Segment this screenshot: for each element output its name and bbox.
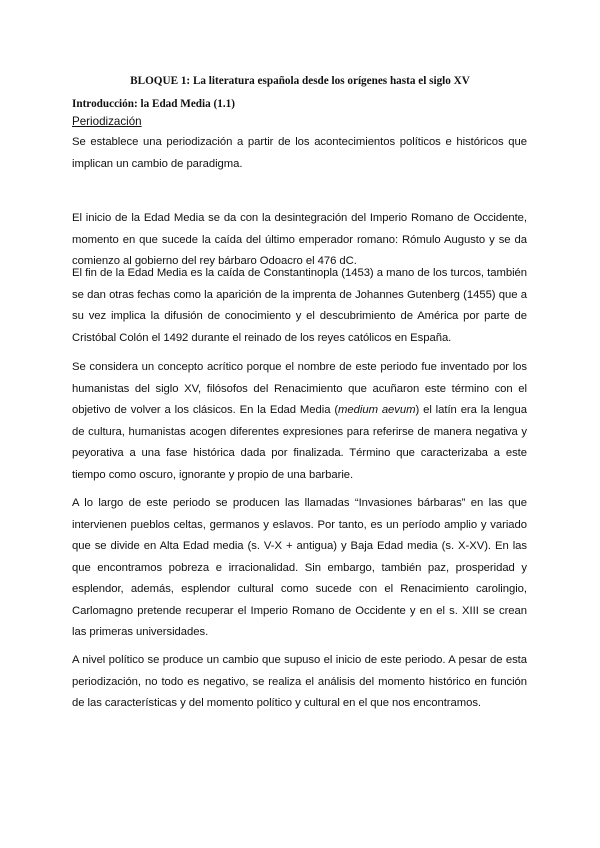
- paragraph-3: El fin de la Edad Media es la caída de Constantinopla (1453) a mano de los turcos, también se dan otras fechas como la aparición de la imprenta de Johannes Gutenberg (1455) que a su vez implica la difusión de conocimiento y el descubrimiento de América por parte de Cristóbal Colón el 1492 durante el reinado de los reyes católicos en España.: [72, 267, 527, 344]
- paragraph-4: [72, 357, 527, 486]
- paragraph-5: A lo largo de este periodo se producen las llamadas “Invasiones bárbaras” en las que intervienen pueblos celtas, germanos y eslavos. Por tanto, es un período amplio y variado que se divide en Alta Edad media (s. V-X + antigua) y Baja Edad media (s. X-XV). En las que encontramos pobreza e irracionalidad. Sin embargo, también paz, prosperidad y esplendor, además, esplendor cultural como sucede con el Renacimiento carolingio, Carlomagno pretende recuperar el Imperio Romano de Occidente y en el s. XIII se crean las primeras universidades.: [72, 497, 527, 638]
- document-title: BLOQUE 1: La literatura española desde los orígenes hasta el siglo XV: [130, 75, 470, 87]
- paragraph-4-emphasis: medium aevum: [338, 404, 416, 416]
- sub-heading-periodizacion: Periodización: [72, 115, 142, 128]
- paragraph-2: El inicio de la Edad Media se da con la desintegración del Imperio Romano de Occidente, momento en que sucede la caída del último emperador romano: Rómulo Augusto y se da comienzo al gobierno del rey bárbaro Odoacro el 476 dC.: [72, 212, 527, 267]
- paragraph-4-text-start: Se considera un concepto acrítico porque el nombre de este periodo fue inventado por los humanistas del siglo XV, filósofos del Renacimiento que acuñaron este término con el objetivo de volver a los clásicos. En la Edad Media (: [72, 361, 527, 416]
- section-heading: Introducción: la Edad Media (1.1): [72, 98, 235, 110]
- paragraph-6: A nivel político se produce un cambio que supuso el inicio de este periodo. A pesar de esta periodización, no todo es negativo, se realiza el análisis del momento histórico en función de las características y del momento político y cultural en el que nos encontramos.: [72, 654, 527, 709]
- paragraph-1: Se establece una periodización a partir de los acontecimientos políticos e históricos que implican un cambio de paradigma.: [72, 136, 527, 170]
- paragraph-4-text-end: ) el latín era la lengua de cultura, humanistas acogen diferentes expresiones para referirse de manera negativa y peyorativa a una fase histórica dada por finalizada. Término que caracterizaba a este tiempo como oscuro, ignorante y propio de una barbarie.: [72, 404, 527, 481]
